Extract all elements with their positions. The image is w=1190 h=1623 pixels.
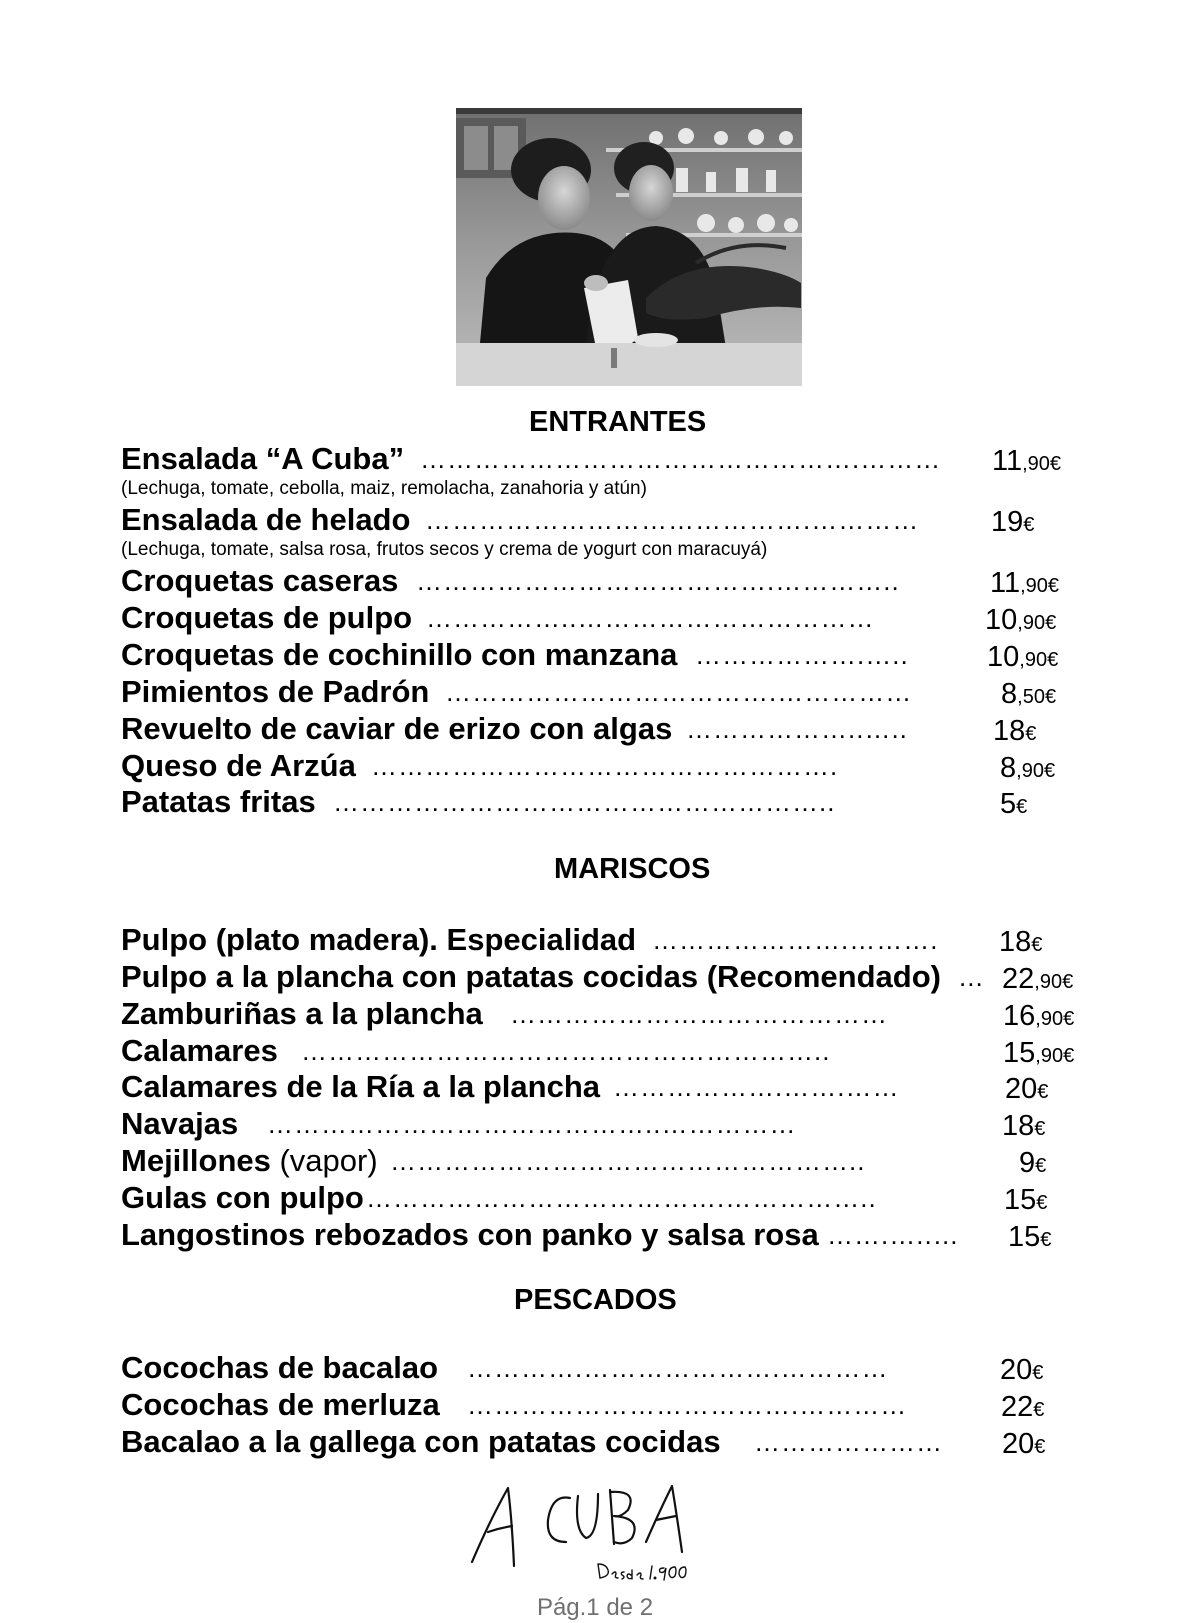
item-price: 15,90€: [1003, 1037, 1075, 1069]
item-price: 15€: [1008, 1221, 1052, 1253]
section-title-pescados: PESCADOS: [514, 1284, 677, 1316]
section-title-entrantes: ENTRANTES: [529, 406, 707, 438]
item-leader: ………………………………………….………: [420, 444, 942, 474]
item-name: Pulpo (plato madera). Especialidad: [121, 922, 637, 957]
item-leader: ………………..…..: [686, 714, 908, 744]
item-price: 9€: [1019, 1147, 1047, 1179]
item-price: 16,90€: [1003, 1000, 1075, 1032]
item-name: Mejillones (vapor): [121, 1143, 378, 1178]
item-name: Patatas fritas: [121, 784, 316, 819]
item-price: 15€: [1004, 1184, 1048, 1216]
item-price: 20€: [1005, 1073, 1049, 1105]
item-price: 8,90€: [1000, 752, 1056, 784]
item-leader: ………….………………….…………: [467, 1353, 889, 1383]
vintage-photo: [456, 108, 802, 386]
item-leader: ………………………………….…………..: [416, 566, 900, 596]
item-price: 18€: [993, 715, 1037, 747]
item-leader: ………………………………….……………..: [366, 1183, 877, 1213]
item-price: 18€: [1002, 1110, 1046, 1142]
item-name: Bacalao a la gallega con patatas cocidas: [121, 1424, 721, 1459]
a-cuba-logo: [470, 1480, 720, 1590]
item-leader: …………………………………………………..: [301, 1036, 831, 1066]
item-leader: …….…..…: [827, 1220, 960, 1250]
item-price: 22,90€: [1002, 963, 1074, 995]
item-leader: ………………………………………………..: [333, 787, 836, 817]
item-price: 18€: [999, 926, 1043, 958]
item-name: Pimientos de Padrón: [121, 674, 430, 709]
item-name: Gulas con pulpo: [121, 1180, 364, 1215]
item-price: 5€: [1000, 788, 1028, 820]
item-name: Navajas: [121, 1106, 239, 1141]
item-name: Revuelto de caviar de erizo con algas: [121, 711, 673, 746]
item-price: 20€: [1002, 1428, 1046, 1460]
item-leader: ...: [959, 962, 984, 992]
item-name: Queso de Arzúa: [121, 748, 356, 783]
item-leader: …………………: [754, 1427, 943, 1457]
item-name: Ensalada “A Cuba”: [121, 441, 405, 476]
item-name: Croquetas de cochinillo con manzana: [121, 637, 678, 672]
item-leader: ……………….…….……: [613, 1072, 900, 1102]
item-note: (vapor): [270, 1143, 378, 1178]
item-price: 10,90€: [985, 604, 1057, 636]
item-price: 22€: [1001, 1391, 1045, 1423]
item-name: Croquetas caseras: [121, 563, 399, 598]
item-leader: …………………………………….…………: [425, 505, 920, 535]
item-price: 10,90€: [987, 641, 1059, 673]
item-name: Zamburiñas a la plancha: [121, 996, 483, 1031]
item-leader: ……………………………….……………: [445, 677, 913, 707]
item-leader: ……………………………………: [510, 999, 888, 1029]
item-leader: ……………..……………………………: [426, 603, 875, 633]
item-leader: ……………………………….…………: [467, 1390, 908, 1420]
item-name: Langostinos rebozados con panko y salsa rosa: [121, 1217, 819, 1252]
item-leader: ………………….……….: [652, 925, 939, 955]
section-title-mariscos: MARISCOS: [554, 853, 711, 885]
item-description: (Lechuga, tomate, cebolla, maiz, remolacha, zanahoria y atún): [121, 478, 647, 499]
item-price: 11,90€: [992, 445, 1062, 477]
item-leader: ……………….…..: [695, 640, 909, 670]
item-price: 11,90€: [990, 567, 1060, 599]
item-leader: ……………………………………………..: [390, 1146, 866, 1176]
item-name: Ensalada de helado: [121, 502, 411, 537]
item-price: 8,50€: [1001, 678, 1057, 710]
item-name: Pulpo a la plancha con patatas cocidas (Recomendado): [121, 959, 941, 994]
item-leader: …………………………………………….: [371, 751, 839, 781]
item-name: Calamares: [121, 1033, 278, 1068]
page-number: Pág.1 de 2: [536, 1594, 654, 1621]
item-price: 20€: [1000, 1354, 1044, 1386]
item-leader: ……………………………………..……………: [267, 1109, 797, 1139]
item-name: Calamares de la Ría a la plancha: [121, 1069, 601, 1104]
item-name: Croquetas de pulpo: [121, 600, 413, 635]
item-name: Cocochas de merluza: [121, 1387, 440, 1422]
item-price: 19€: [991, 506, 1035, 538]
item-description: (Lechuga, tomate, salsa rosa, frutos secos y crema de yogurt con maracuyá): [121, 539, 768, 560]
item-name: Cocochas de bacalao: [121, 1350, 439, 1385]
